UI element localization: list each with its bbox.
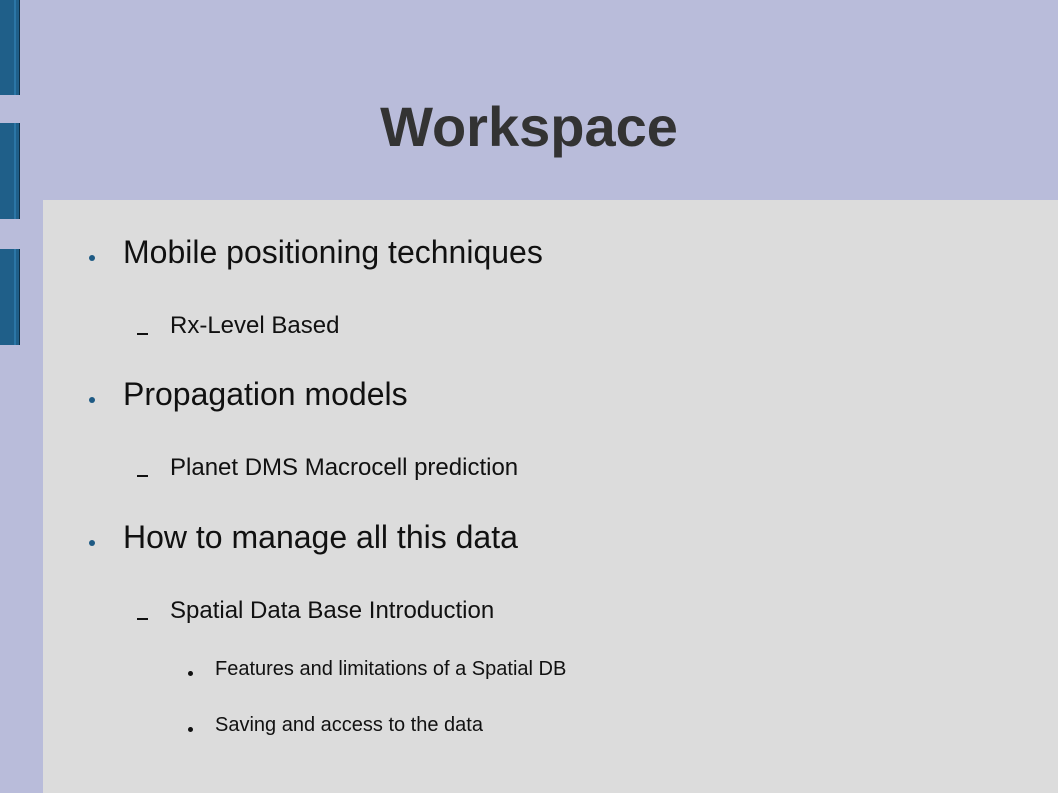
dash-icon [137,618,148,620]
sub-bullet-item: Spatial Data Base Introduction [170,597,495,624]
slide-title: Workspace [380,95,678,158]
slide-content [43,200,1058,793]
side-decoration-bar [0,249,20,345]
bullet-item: Mobile positioning techniques [123,234,543,270]
dash-icon [137,475,148,477]
bullet-icon [188,727,193,732]
bullet-icon [89,255,95,261]
sub-sub-bullet-item: Features and limitations of a Spatial DB [215,658,567,680]
bullet-item: Propagation models [123,376,408,412]
bullet-icon [188,671,193,676]
sub-bullet-item: Rx-Level Based [170,312,340,339]
bullet-icon [89,397,95,403]
sub-sub-bullet-item: Saving and access to the data [215,714,483,736]
bullet-icon [89,540,95,546]
dash-icon [137,333,148,335]
side-decoration-bar [0,0,20,95]
sub-bullet-item: Planet DMS Macrocell prediction [170,454,519,481]
bullet-item: How to manage all this data [123,519,518,555]
